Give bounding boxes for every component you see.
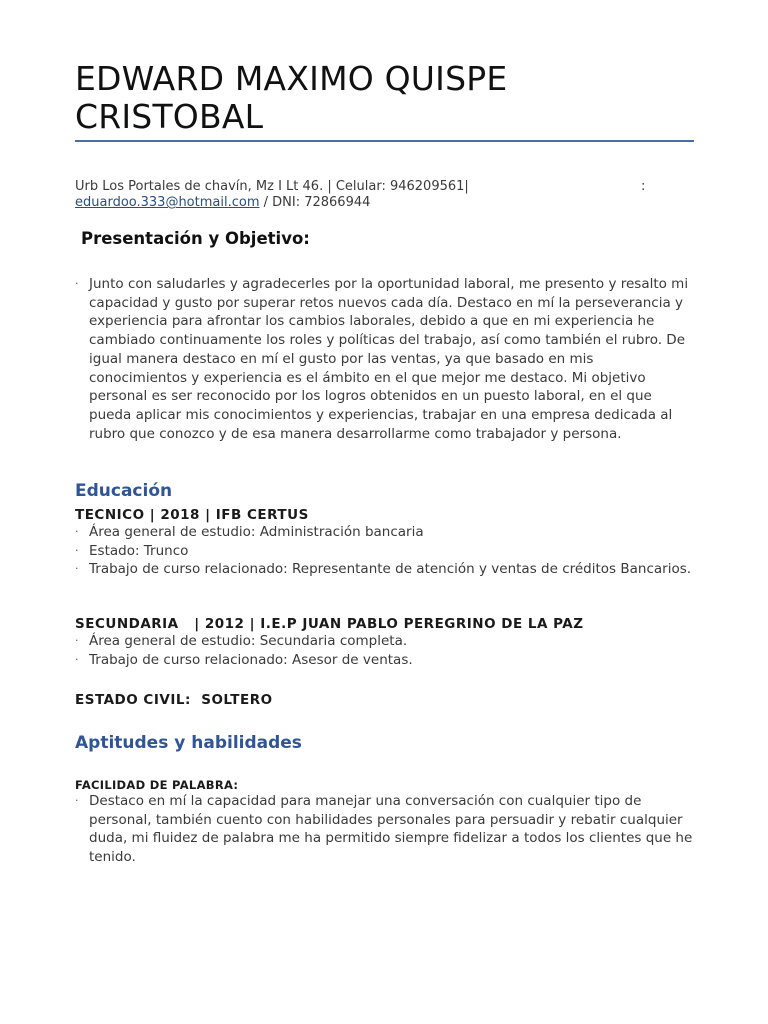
bullet-icon: ·: [75, 794, 79, 807]
list-item: [75, 792, 695, 867]
education-entry-tecnico: [75, 507, 695, 579]
candidate-name: EDWARD MAXIMO QUISPE CRISTOBAL: [75, 59, 508, 136]
bullet-icon: ·: [75, 543, 79, 557]
skills-heading: Aptitudes y habilidades: [75, 733, 302, 753]
skill-facilidad: [75, 778, 695, 867]
list-item: [75, 651, 695, 670]
bullet-icon: ·: [75, 562, 79, 576]
presentation-text: Junto con saludarles y agradecerles por la oportunidad laboral, me presento y resalto mi capacidad y gusto por superar retos nuevos cada día. Destaco en mí la perseverancia y experiencia para afrontar los cambios laborales, debido a que en mi experiencia he cambiado continuamente los roles y políticas del trabajo, así como también el rubro. De igual manera destaco en mí el gusto por las ventas, ya que basado en mis conocimientos y experiencia es el ámbito en el que mejor me destaco. Mi objetivo personal es ser reconocido por los logros obtenidos en un puesto laboral, en el que pueda aplicar mis conocimientos y experiencias, trabajar en una empresa dedicada al rubro que conozco y de esa manera desarrollarme como trabajador y persona.: [89, 276, 689, 442]
skill-title: FACILIDAD DE PALABRA:: [75, 778, 239, 792]
bullet-icon: ·: [75, 525, 79, 538]
list-item-text: Área general de estudio: Administración bancaria: [89, 524, 424, 540]
list-item: [75, 560, 695, 579]
education-entry-list: [75, 523, 695, 579]
presentation-item: [75, 275, 695, 443]
contact-info: [75, 179, 695, 211]
presentation-heading: Presentación y Objetivo:: [81, 229, 310, 248]
list-item-text: Trabajo de curso relacionado: Representante de atención y ventas de créditos Bancarios.: [89, 561, 692, 578]
header-divider: [75, 140, 694, 142]
marital-status: ESTADO CIVIL: SOLTERO: [75, 692, 273, 708]
contact-colon: :: [641, 179, 646, 194]
education-entry-secundaria: [75, 616, 695, 669]
list-item-text: Área general de estudio: Secundaria completa.: [89, 633, 408, 649]
list-item: [75, 542, 695, 561]
bullet-icon: ·: [75, 652, 79, 666]
education-entry-title: SECUNDARIA | 2012 | I.E.P JUAN PABLO PEREGRINO DE LA PAZ: [75, 616, 584, 632]
list-item: [75, 523, 695, 542]
dni-text: / DNI: 72866944: [259, 195, 371, 210]
list-item-text: Estado: Trunco: [89, 542, 189, 559]
address-phone: Urb Los Portales de chavín, Mz I Lt 46. | Celular: 946209561|: [75, 179, 469, 194]
bullet-icon: ·: [75, 634, 79, 647]
education-entry-title: TECNICO | 2018 | IFB CERTUS: [75, 507, 309, 523]
bullet-icon: ·: [75, 277, 79, 290]
email-link[interactable]: eduardoo.333@hotmail.com: [75, 195, 260, 210]
education-entry-list: [75, 632, 695, 669]
list-item: [75, 632, 695, 651]
education-heading: Educación: [75, 481, 173, 501]
presentation-list: [75, 275, 695, 443]
skill-text: Destaco en mí la capacidad para manejar una conversación con cualquier tipo de personal, también cuento con habilidades personales para persuadir y rebatir cualquier duda, mi fluidez de palabra me ha permitido siempre fidelizar a todos los clientes que he tenido.: [89, 793, 693, 866]
list-item-text: Trabajo de curso relacionado: Asesor de ventas.: [89, 651, 413, 668]
skill-list: [75, 792, 695, 867]
